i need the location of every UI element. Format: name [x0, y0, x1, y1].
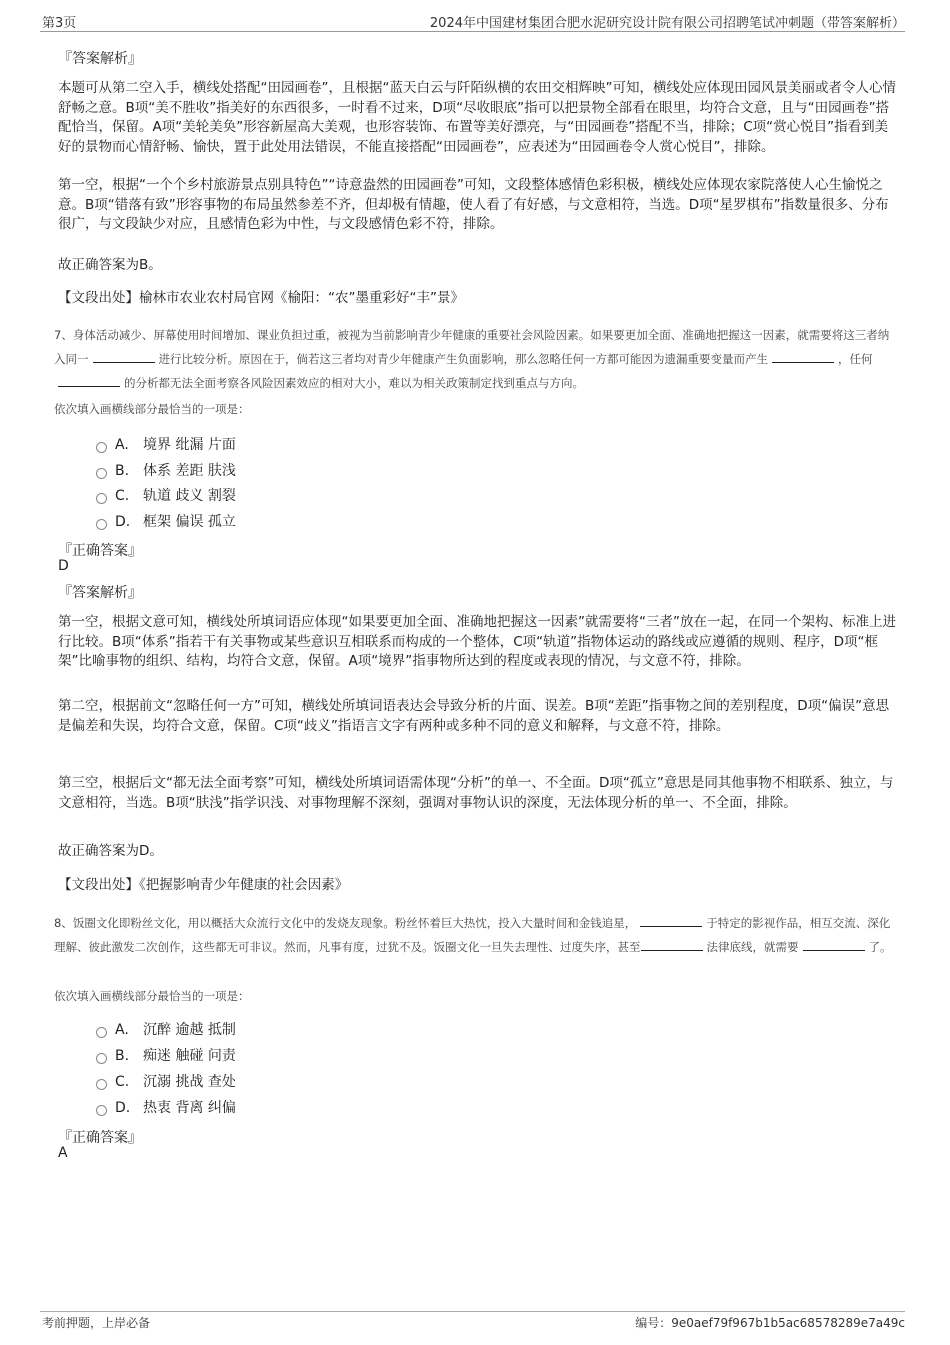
blank [93, 349, 155, 363]
source-citation: 【文段出处】《把握影响青少年健康的社会因素》 [58, 877, 349, 893]
analysis-label: 『答案解析』 [58, 585, 142, 601]
question-prompt: 依次填入画横线部分最恰当的一项是： [54, 989, 250, 1003]
blank [58, 373, 120, 387]
option-text: 沉溺 挑战 查处 [143, 1074, 236, 1090]
answer-conclusion: 故正确答案为D。 [58, 843, 163, 859]
option-letter: A. [115, 437, 129, 453]
option-text: 沉醉 逾越 抵制 [143, 1022, 236, 1038]
option-text: 热衷 背离 纠偏 [143, 1100, 236, 1116]
option-text: 痴迷 触碰 问责 [143, 1048, 236, 1064]
option-text: 框架 偏误 孤立 [143, 514, 236, 530]
document-id: 编号：9e0aef79f967b1b5ac68578289e7a49c [635, 1316, 905, 1330]
radio-icon[interactable] [96, 1079, 107, 1090]
question-8-text [54, 911, 899, 959]
analysis-paragraph: 第二空，根据前文“忽略任何一方”可知，横线处所填词语表达会导致分析的片面、误差。B项“差距”指事物之间的差别程度，D项“偏误”意思是偏差和失误，均符合文意，保留。C项“歧义”指语言文字有两种或多种不同的意义和解释，与文意不符，排除。 [58, 698, 890, 734]
radio-icon[interactable] [96, 493, 107, 504]
radio-icon[interactable] [96, 1105, 107, 1116]
correct-answer-label: 『正确答案』 [58, 543, 142, 559]
analysis-label: 『答案解析』 [58, 51, 142, 67]
correct-answer: D [58, 558, 69, 574]
option-letter: B. [115, 463, 130, 479]
question-text: 7、身体活动减少、屏幕使用时间增加、课业负担过重，被视为当前影响青少年健康的重要社会风险因素。如果要更加全面、准确地把握这一因素，就需要将这三者纳入同一 [54, 328, 890, 366]
option-text: 体系 差距 肤浅 [143, 463, 236, 479]
radio-icon[interactable] [96, 1053, 107, 1064]
question-text: ，任何 [838, 352, 873, 366]
question-text: 进行比较分析。原因在于，倘若这三者均对青少年健康产生负面影响，那么忽略任何一方都可能因为遗漏重要变量而产生 [158, 352, 768, 366]
option-d[interactable] [96, 512, 236, 532]
question-text: 于特定的影视作品，相互交流、深化理解、彼此激发二次创作，这些都无可非议。然而，凡事有度，过犹不及。饭圈文化一旦失去理性、过度失序，甚至 [54, 916, 891, 954]
document-title: 2024年中国建材集团合肥水泥研究设计院有限公司招聘笔试冲刺题（带答案解析） [429, 16, 905, 31]
analysis-paragraph: 第三空，根据后文“都无法全面考察”可知，横线处所填词语需体现“分析”的单一、不全面。D项“孤立”意思是同其他事物不相联系、独立，与文意相符，当选。B项“肤浅”指学识浅、对事物理解不深刻，强调对事物认识的深度，无法体现分析的单一、不全面，排除。 [58, 775, 894, 811]
option-letter: A. [115, 1022, 129, 1038]
option-text: 轨道 歧义 割裂 [143, 488, 236, 504]
question-text: 8、饭圈文化即粉丝文化，用以概括大众流行文化中的发烧友现象。粉丝怀着巨大热忱，投入大量时间和金钱追星， [54, 916, 637, 930]
radio-icon[interactable] [96, 1027, 107, 1038]
question-7-text [54, 323, 899, 395]
option-text: 境界 纰漏 片面 [143, 437, 236, 453]
option-letter: D. [115, 514, 131, 530]
source-citation: 【文段出处】榆林市农业农村局官网《榆阳：“农”墨重彩好“丰”景》 [58, 290, 464, 306]
option-c[interactable] [96, 1072, 236, 1092]
footer-slogan: 考前押题，上岸必备 [42, 1316, 151, 1330]
option-b[interactable] [96, 461, 236, 481]
blank [772, 349, 834, 363]
radio-icon[interactable] [96, 442, 107, 453]
option-letter: C. [115, 1074, 130, 1090]
question-text: 了。 [868, 940, 892, 954]
correct-answer: A [58, 1145, 68, 1161]
option-c[interactable] [96, 486, 236, 506]
question-text: 法律底线，就需要 [706, 940, 799, 954]
footer-divider [40, 1311, 905, 1312]
option-letter: C. [115, 488, 130, 504]
analysis-paragraph: 第一空，根据“一个个乡村旅游景点别具特色”“诗意盎然的田园画卷”可知，文段整体感情色彩积极，横线处应体现农家院落使人心生愉悦之意。B项“错落有致”形容事物的布局虽然参差不齐，但却极有情趣，使人看了有好感，与文意相符，当选。D项“星罗棋布”指数量很多、分布很广，与文段缺少对应，且感情色彩为中性，与文段感情色彩不符，排除。 [58, 177, 889, 232]
blank [641, 937, 703, 951]
radio-icon[interactable] [96, 468, 107, 479]
blank [640, 913, 702, 927]
option-letter: D. [115, 1100, 131, 1116]
radio-icon[interactable] [96, 519, 107, 530]
correct-answer-label: 『正确答案』 [58, 1130, 142, 1146]
blank [803, 937, 865, 951]
analysis-paragraph: 本题可从第二空入手，横线处搭配“田园画卷”，且根据“蓝天白云与阡陌纵横的农田交相辉映”可知，横线处应体现田园风景美丽或者令人心情舒畅之意。B项“美不胜收”指美好的东西很多，一时看不过来，D项“尽收眼底”指可以把景物全部看在眼里，均符合文意，且与“田园画卷”搭配恰当，保留。A项“美轮美奂”形容新屋高大美观，也形容装饰、布置等美好漂亮，与“田园画卷”搭配不当，排除；C项“赏心悦目”指看到美好的景物而心情舒畅、愉快，置于此处用法错误，不能直接搭配“田园画卷”，应表述为“田园画卷令人赏心悦目”，排除。 [58, 80, 896, 155]
analysis-paragraph: 第一空，根据文意可知，横线处所填词语应体现“如果要更加全面、准确地把握这一因素”就需要将“三者”放在一起，在同一个架构、标准上进行比较。B项“体系”指若干有关事物或某些意识互相联系而构成的一个整体，C项“轨道”指物体运动的路线或应遵循的规则、程序，D项“框架”比喻事物的组织、结构，均符合文意，保留。A项“境界”指事物所达到的程度或表现的情况，与文意不符，排除。 [58, 614, 896, 669]
header-divider [40, 31, 905, 32]
question-prompt: 依次填入画横线部分最恰当的一项是： [54, 402, 250, 416]
option-a[interactable] [96, 435, 236, 455]
option-letter: B. [115, 1048, 130, 1064]
answer-conclusion: 故正确答案为B。 [58, 257, 162, 273]
option-b[interactable] [96, 1046, 236, 1066]
page-number: 第3页 [42, 16, 77, 31]
option-d[interactable] [96, 1098, 236, 1118]
option-a[interactable] [96, 1020, 236, 1040]
question-text: 的分析都无法全面考察各风险因素效应的相对大小，难以为相关政策制定找到重点与方向。 [124, 376, 584, 390]
